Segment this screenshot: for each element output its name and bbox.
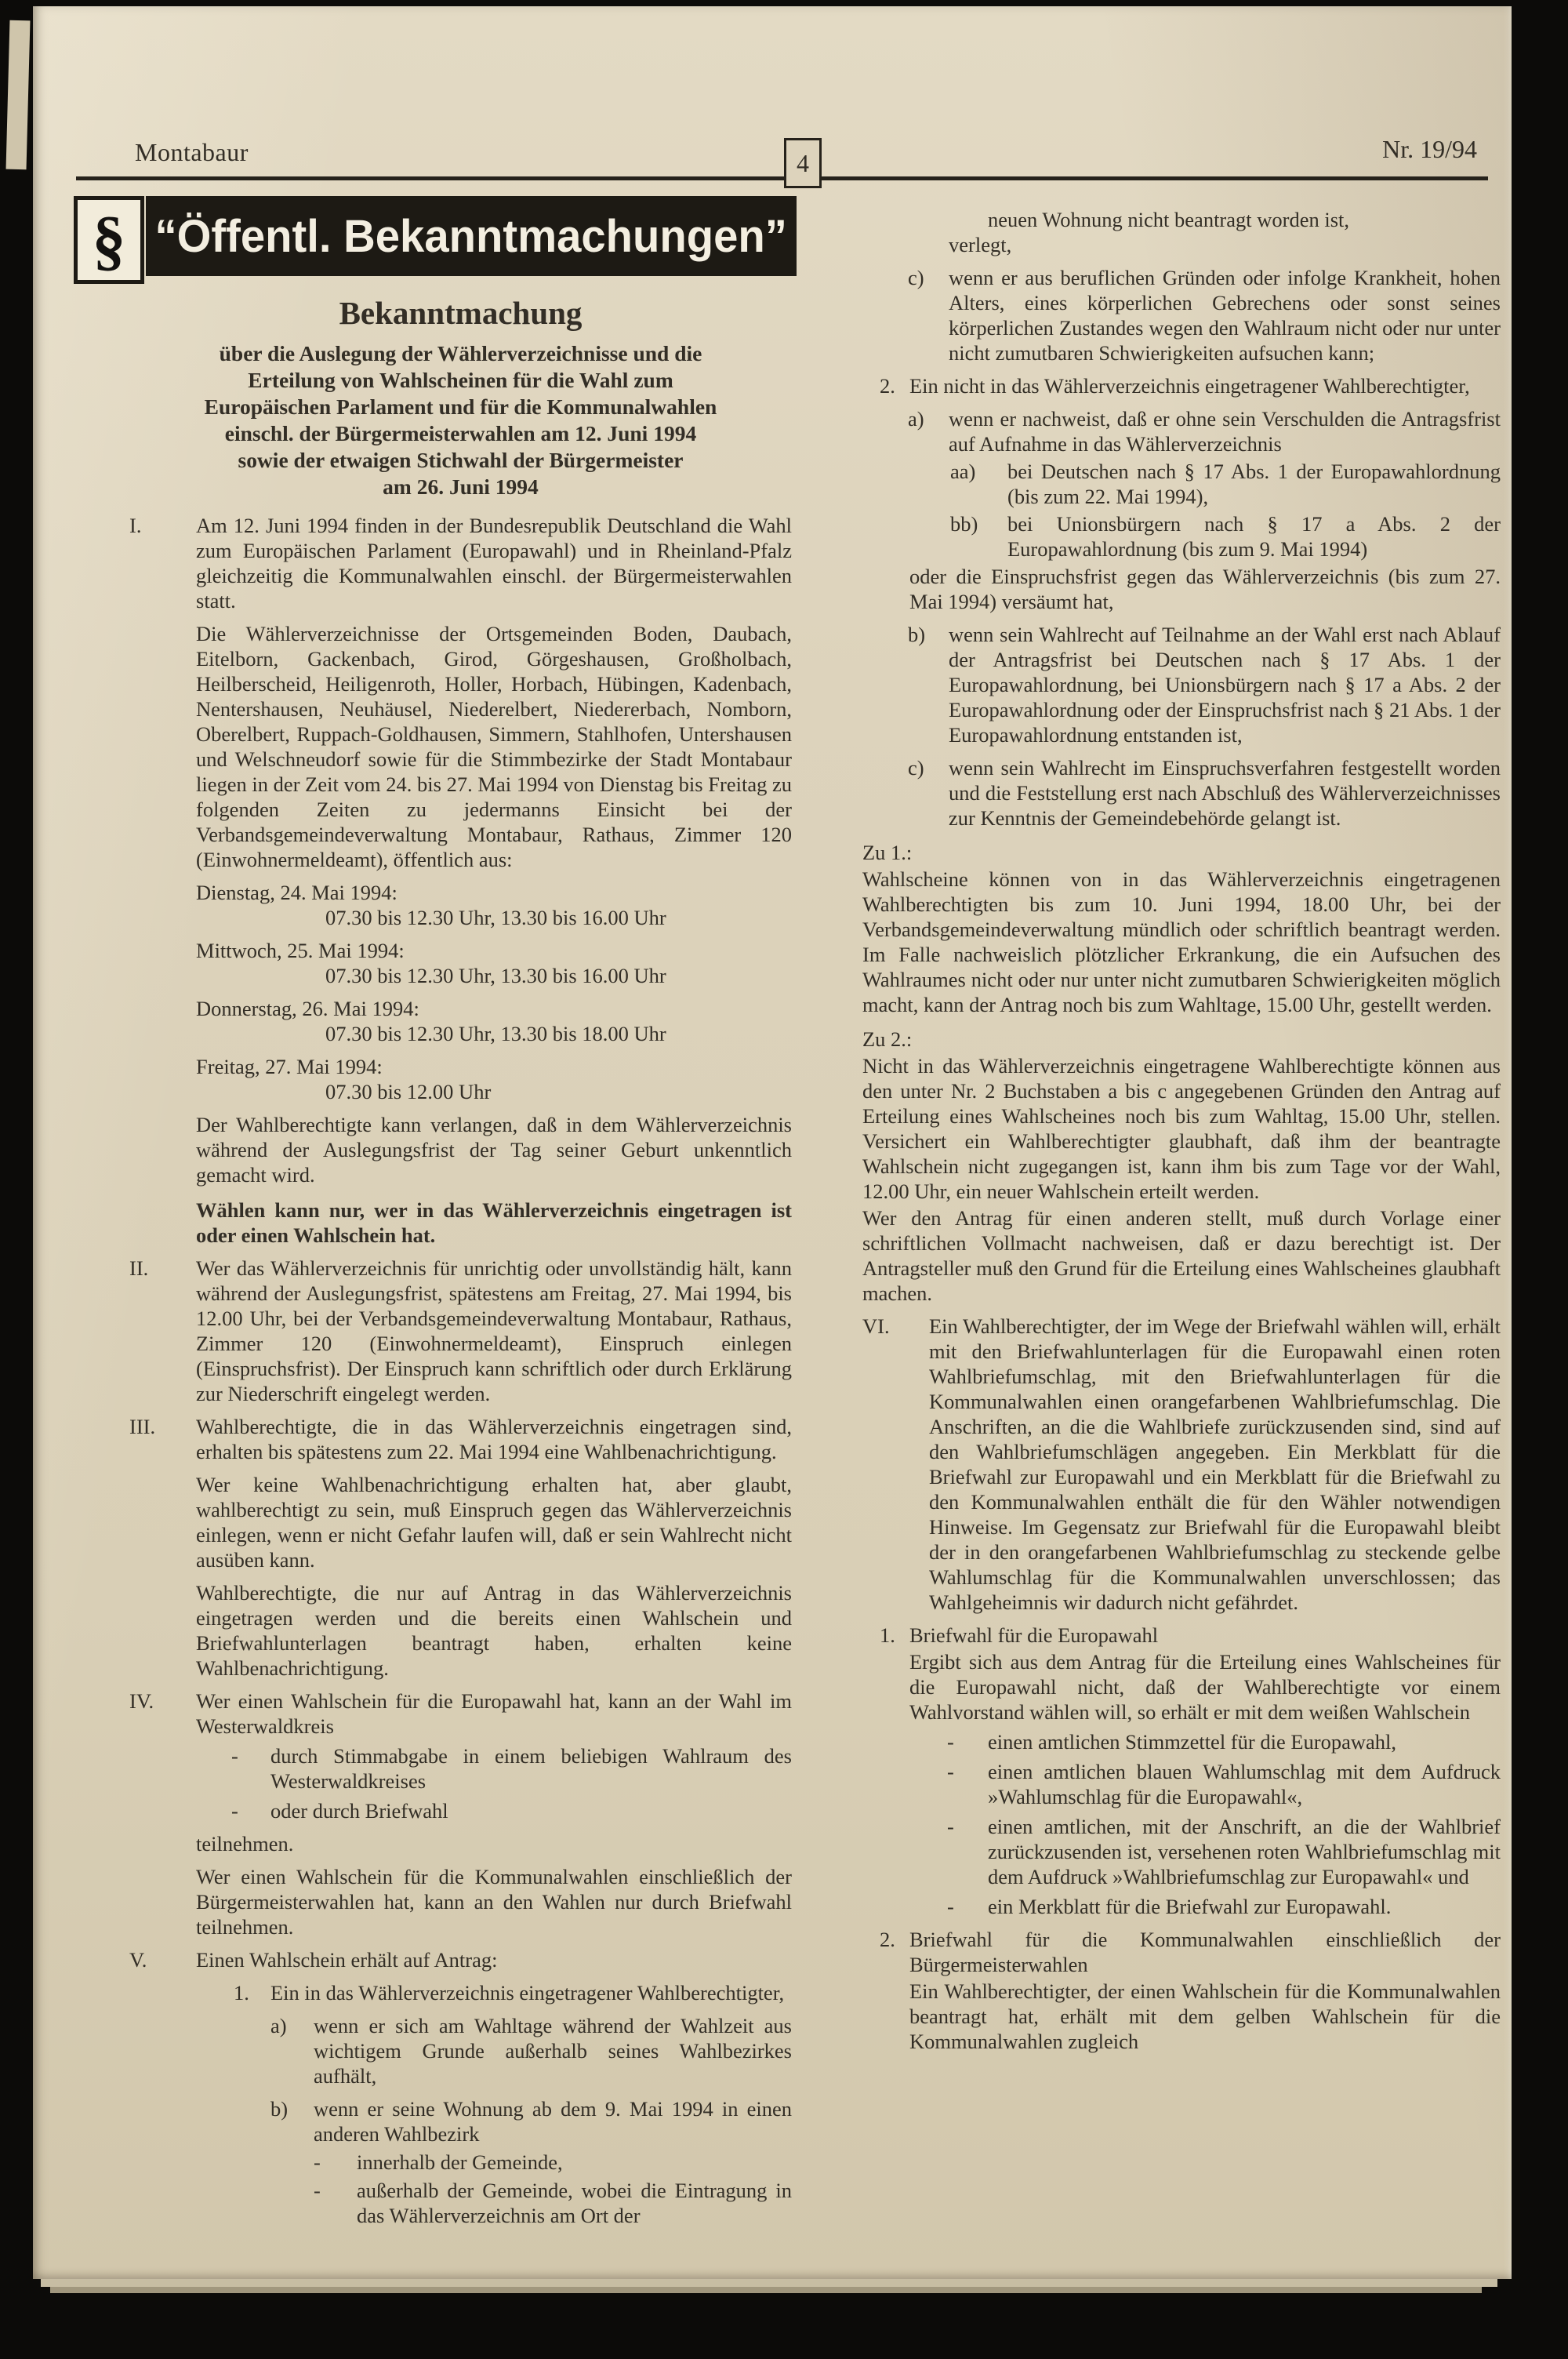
paragraph-text: Wahlscheine können von in das Wählerverzeichnis eingetragenen Wahlberechtigten bis zum 10. Juni 1994, 18.00 Uhr, bei der Verbandsgemeindeverwaltung mündlich oder schriftlich beantragt werden. Im Falle nachweislich plötzlicher Erkrankung, die ein Aufsuchen des Wahlraumes nicht oder nur unter nicht zumutbaren Schwierigkeiten möglich macht, kann der Antrag noch bis zum Wahltage, 15.00 Uhr, gestellt werden. (862, 867, 1501, 1016)
item-label: IV. (129, 1689, 154, 1713)
paragraph (862, 459, 1501, 509)
schedule-time: 07.30 bis 12.00 Uhr (325, 1080, 492, 1103)
paragraph-text: ein Merkblatt für die Briefwahl zur Europawahl. (988, 1895, 1392, 1918)
paragraph-text: durch Stimmabgabe in einem beliebigen Wahlraum des Westerwaldkreises (270, 1744, 792, 1793)
paragraph (196, 1112, 792, 1187)
paragraph-text: wenn sein Wahlrecht auf Teilnahme an der Wahl erst nach Ablauf der Antragsfrist bei Deutschen nach § 17 Abs. 1 der Europawahlordnung, bei Unionsbürgern nach § 17 a Abs. 2 der Europawahlordnung oder der Einspruchsfrist nach § 21 Abs. 1 der Europawahlordnung entstanden ist, (949, 623, 1501, 747)
item-label: - (314, 2150, 321, 2174)
paragraph (862, 1814, 1501, 1889)
item-label: V. (129, 1948, 147, 1972)
paragraph-text: Ein Wahlberechtigter, der im Wege der Briefwahl wählen will, erhält mit den Briefwahlunterlagen für die Europawahl einen roten Wahlbriefumschlag, mit den Briefwahlunterlagen für die Kommunalwahlen einen orangefarbenen Wahlbriefumschlag. Die Anschriften, an die die Wahlbriefe zurückzusenden sind, sind auf den Wahlbriefumschlägen angegeben. Ein Merkblatt für die Briefwahl zur Europawahl und ein Merkblatt für die Briefwahl zu den Kommunalwahlen enthält die für den Wähler notwendigen Hinweise. Im Gegensatz zur Briefwahl für die Europawahl bleibt der in den orangefarbenen Wahlbriefumschlag zu steckende gelbe Wahlumschlag für die Kommunalwahlen unverschlossen; das Wahlgeheimnis wir dadurch nicht gefährdet. (929, 1314, 1501, 1614)
paragraph-text: bei Unionsbürgern nach § 17 a Abs. 2 der Europawahlordnung (bis zum 9. Mai 1994) (1007, 512, 1501, 561)
scanned-newsletter-page (33, 6, 1512, 2279)
schedule-entry (196, 1054, 792, 1104)
paragraph-text: neuen Wohnung nicht beantragt worden ist, (988, 208, 1350, 231)
header-rule (76, 176, 1488, 180)
schedule-day: Dienstag, 24. Mai 1994: (196, 881, 397, 904)
item-label: - (314, 2179, 321, 2202)
paragraph (862, 1729, 1501, 1754)
left-column-body (129, 513, 792, 2228)
paragraph-text: bei Deutschen nach § 17 Abs. 1 der Europawahlordnung (bis zum 22. Mai 1994), (1007, 460, 1501, 508)
schedule-day: Freitag, 27. Mai 1994: (196, 1055, 383, 1078)
paragraph (862, 265, 1501, 365)
paragraph-text: Zu 2.: (862, 1027, 913, 1051)
paragraph-text: wenn sein Wahlrecht im Einspruchsverfahren festgestellt worden und die Feststellung erst nach Abschluß des Wählerverzeichnisses zur Kenntnis der Gemeindebehörde gelangt ist. (949, 756, 1501, 830)
item-label: a) (270, 2014, 287, 2037)
right-column (862, 194, 1501, 2054)
paragraph-text: wenn er aus beruflichen Gründen oder infolge Krankheit, hohen Alters, eines körperlichen Gebrechens oder sonst seines körperlichen Zustandes wegen den Wahlraum nicht oder nur unter nicht zumutbaren Schwierigkeiten aufsuchen kann; (949, 266, 1501, 365)
paragraph-text: wenn er nachweist, daß er ohne sein Verschulden die Antragsfrist auf Aufnahme in das Wählerverzeichnis (949, 407, 1501, 456)
paragraph-text: Ein in das Wählerverzeichnis eingetragener Wahlberechtigter, (270, 1981, 785, 2005)
paragraph-text: Ergibt sich aus dem Antrag für die Erteilung eines Wahlscheines für die Europawahl nicht, daß der Wahlberechtigte vor einem Wahlvorstand wählen will, so erhält er mit dem weißen Wahlschein (909, 1650, 1501, 1724)
schedule-entry (196, 996, 792, 1046)
paragraph-text: Briefwahl für die Kommunalwahlen einschließlich der Bürgermeisterwahlen (909, 1928, 1501, 1976)
item-label: c) (908, 756, 924, 780)
left-column (129, 289, 792, 2228)
paragraph-text: Am 12. Juni 1994 finden in der Bundesrepublik Deutschland die Wahl zum Europäischen Parlament (Europawahl) und in Rheinland-Pfalz gleichzeitig die Kommunalwahlen einschl. der Bürgermeisterwahlen statt. (196, 514, 792, 612)
paragraph-text: Wer keine Wahlbenachrichtigung erhalten hat, aber glaubt, wahlberechtigt zu sein, muß Einspruch gegen das Wählerverzeichnis einlegen, wenn er nicht Gefahr laufen will, daß er sein Wahlrecht nicht ausüben kann. (196, 1473, 792, 1572)
item-label: b) (270, 2097, 289, 2121)
paragraph (862, 1894, 1501, 1919)
paragraph-text: Ein nicht in das Wählerverzeichnis eingetragener Wahlberechtigter, (909, 374, 1470, 398)
paragraph (862, 755, 1501, 831)
item-label: bb) (950, 512, 978, 536)
item-label: III. (129, 1415, 156, 1438)
paragraph (129, 1947, 792, 1972)
paragraph (129, 1414, 792, 1464)
item-label: - (947, 1760, 954, 1783)
paragraph (862, 1623, 1501, 1648)
paragraph (862, 840, 1501, 865)
newsletter-place-name: Montabaur (135, 138, 249, 166)
paragraph-text: Wer den Antrag für einen anderen stellt, muß durch Vorlage einer schriftlichen Vollmacht nachweisen, daß er dazu berechtigt ist. Der Antragsteller muß den Grund für die Erteilung eines Wahlscheines glaubhaft machen. (862, 1206, 1501, 1305)
paragraph-text: wenn er seine Wohnung ab dem 9. Mai 1994 in einen anderen Wahlbezirk (314, 2097, 792, 2146)
paragraph-text: Zu 1.: (862, 841, 913, 864)
subtitle-line: Erteilung von Wahlscheinen für die Wahl zum (248, 368, 673, 392)
subtitle-line: über die Auslegung der Wählerverzeichnisse und die (219, 341, 702, 365)
paragraph-text: oder die Einspruchsfrist gegen das Wählerverzeichnis (bis zum 27. Mai 1994) versäumt hat, (909, 565, 1501, 613)
paragraph (196, 1864, 792, 1939)
paragraph (862, 1759, 1501, 1809)
item-label: - (231, 1744, 238, 1768)
paragraph (862, 1027, 1501, 1052)
paragraph-text: einen amtlichen Stimmzettel für die Europawahl, (988, 1730, 1396, 1754)
paragraph (862, 1314, 1501, 1615)
paragraph (909, 564, 1501, 614)
paragraph-text: außerhalb der Gemeinde, wobei die Eintragung in das Wählerverzeichnis am Ort der (357, 2179, 792, 2227)
paragraph-text: Ein Wahlberechtigter, der einen Wahlschein für die Kommunalwahlen beantragt hat, erhält mit dem gelben Wahlschein für die Kommunalwahlen zugleich (909, 1979, 1501, 2053)
paragraph (129, 513, 792, 613)
right-column-body (862, 207, 1501, 2054)
paragraph (129, 2096, 792, 2146)
paragraph-text: Wer einen Wahlschein für die Europawahl hat, kann an der Wahl im Westerwaldkreis (196, 1689, 792, 1738)
paragraph-text: einen amtlichen, mit der Anschrift, an die der Wahlbrief zurückzusenden ist, versehenen roten Wahlbriefumschlag mit dem Aufdruck »Wahlbriefumschlag zur Europawahl« und (988, 1815, 1501, 1888)
item-label: a) (908, 407, 924, 431)
paragraph (988, 207, 1501, 232)
schedule-day: Donnerstag, 26. Mai 1994: (196, 997, 419, 1020)
item-label: 2. (880, 374, 895, 398)
item-label: - (947, 1895, 954, 1918)
paragraph (862, 1053, 1501, 1204)
page-stack-edge-top-left (6, 20, 31, 170)
paragraph-text: einen amtlichen blauen Wahlumschlag mit dem Aufdruck »Wahlumschlag für die Europawahl«, (988, 1760, 1501, 1808)
paragraph-text: Einen Wahlschein erhält auf Antrag: (196, 1948, 498, 1972)
item-label: VI. (862, 1314, 890, 1338)
item-label: - (947, 1815, 954, 1838)
paragraph (196, 621, 792, 872)
item-label: - (947, 1730, 954, 1754)
paragraph (129, 2178, 792, 2228)
paragraph-text: Die Wählerverzeichnisse der Ortsgemeinden Boden, Daubach, Eitelborn, Gackenbach, Girod, Görgeshausen, Großholbach, Heilberscheid, Heiligenroth, Holler, Horbach, Hübingen, Kadenbach, Nentershausen, Neuhäusel, Niederelbert, Niedererbach, Nomborn, Oberelbert, Ruppach-Goldhausen, Simmern, Stahlhofen, Untershausen und Welschneudorf sowie für die Stimmbezirke der Stadt Montabaur liegen in der Zeit vom 24. bis 27. Mai 1994 von Dienstag bis Freitag zu folgenden Zeiten zu jedermanns Einsicht bei der Verbandsgemeindeverwaltung Montabaur, Rathaus, Zimmer 120 (Einwohnermeldeamt), öffentlich aus: (196, 622, 792, 871)
page-stack-edge-bottom-1 (41, 2279, 1497, 2287)
subtitle-line: Europäischen Parlament und für die Kommunalwahlen (204, 394, 717, 419)
paragraph (862, 511, 1501, 562)
paragraph (196, 1472, 792, 1572)
item-label: 2. (880, 1928, 895, 1951)
paragraph-text: innerhalb der Gemeinde, (357, 2150, 563, 2174)
item-label: c) (908, 266, 924, 289)
item-label: 1. (234, 1981, 249, 2005)
item-label: 1. (880, 1623, 895, 1647)
paragraph-text: Wahlberechtigte, die in das Wählerverzeichnis eingetragen sind, erhalten bis spätestens zum 22. Mai 1994 eine Wahlbenachrichtigung. (196, 1415, 792, 1463)
page-number-box: 4 (784, 138, 822, 188)
paragraph-text: teilnehmen. (196, 1832, 294, 1856)
paragraph-text: oder durch Briefwahl (270, 1799, 448, 1823)
paragraph (909, 1649, 1501, 1725)
paragraph (862, 406, 1501, 456)
schedule-time: 07.30 bis 12.30 Uhr, 13.30 bis 16.00 Uhr (325, 906, 666, 929)
paragraph (129, 1798, 792, 1823)
paragraph-text: Wählen kann nur, wer in das Wählerverzeichnis eingetragen ist oder einen Wahlschein hat. (196, 1198, 792, 1247)
paragraph (909, 1979, 1501, 2054)
paragraph-text: Wer einen Wahlschein für die Kommunalwahlen einschließlich der Bürgermeisterwahlen hat, kann an den Wahlen nur durch Briefwahl teilnehmen. (196, 1865, 792, 1939)
paragraph (949, 232, 1501, 257)
paragraph (196, 1198, 792, 1248)
paragraph-text: Der Wahlberechtigte kann verlangen, daß in dem Wählerverzeichnis während der Auslegungsfrist der Tag seiner Geburt unkenntlich gemacht wird. (196, 1113, 792, 1187)
schedule-day: Mittwoch, 25. Mai 1994: (196, 939, 405, 962)
paragraph-text: verlegt, (949, 233, 1012, 256)
paragraph-text: wenn er sich am Wahltage während der Wahlzeit aus wichtigem Grunde außerhalb seines Wahlbezirkes aufhält, (314, 2014, 792, 2088)
item-label: aa) (950, 460, 976, 483)
schedule-entry (196, 938, 792, 988)
paragraph (196, 1580, 792, 1681)
schedule-time: 07.30 bis 12.30 Uhr, 13.30 bis 18.00 Uhr (325, 1022, 666, 1045)
paragraph (862, 867, 1501, 1017)
schedule-time: 07.30 bis 12.30 Uhr, 13.30 bis 16.00 Uhr (325, 964, 666, 987)
item-label: I. (129, 514, 142, 537)
paragraph (129, 1256, 792, 1406)
paragraph-text: Nicht in das Wählerverzeichnis eingetragene Wahlberechtigte können aus den unter Nr. 2 Buchstaben a bis c angegebenen Gründen den Antrag auf Erteilung eines Wahlscheines noch bis zum Wahltag, 15.00 Uhr, stellen. Versichert ein Wahlberechtigter glaubhaft, daß ihm der beantragte Wahlschein nicht zugegangen ist, kann ihm bis zum Tage vor der Wahl, 12.00 Uhr, ein neuer Wahlschein erteilt werden. (862, 1054, 1501, 1203)
paragraph (129, 1743, 792, 1794)
paragraph (862, 1927, 1501, 1977)
subtitle-line: sowie der etwaigen Stichwahl der Bürgermeister (238, 448, 684, 472)
announcement-title: Bekanntmachung (339, 295, 583, 331)
announcement-subtitle (129, 340, 792, 500)
paragraph (862, 373, 1501, 398)
paragraph (196, 1831, 792, 1856)
subtitle-line: einschl. der Bürgermeisterwahlen am 12. Juni 1994 (224, 421, 697, 445)
subtitle-line: am 26. Juni 1994 (383, 474, 539, 499)
paragraph-text: Briefwahl für die Europawahl (909, 1623, 1159, 1647)
item-label: - (231, 1799, 238, 1823)
page-stack-edge-bottom-2 (50, 2287, 1482, 2293)
item-label: II. (129, 1256, 149, 1280)
paragraph (129, 2150, 792, 2175)
schedule-entry (196, 880, 792, 930)
paragraph (129, 2013, 792, 2088)
paragraph-text: Wahlberechtigte, die nur auf Antrag in das Wählerverzeichnis eingetragen werden und die bereits einen Wahlschein und Briefwahlunterlagen beantragt haben, erhalten keine Wahlbenachrichtigung. (196, 1581, 792, 1680)
public-announcements-banner (146, 196, 797, 276)
paragraph (129, 1980, 792, 2005)
banner-title: “Öffentl. Bekanntmachungen” (154, 210, 788, 262)
paragraph-text: Wer das Wählerverzeichnis für unrichtig oder unvollständig hält, kann während der Auslegungsfrist, spätestens am Freitag, 27. Mai 1994, bis 12.00 Uhr, bei der Verbandsgemeindeverwaltung Montabaur, Rathaus, Zimmer 120 (Einwohnermeldeamt), Einspruch einlegen (Einspruchsfrist). Der Einspruch kann schriftlich oder durch Erklärung zur Niederschrift eingelegt werden. (196, 1256, 792, 1405)
issue-number: Nr. 19/94 (1382, 135, 1477, 163)
paragraph (862, 622, 1501, 747)
paragraph (862, 1205, 1501, 1306)
item-label: b) (908, 623, 926, 646)
paragraph (129, 1688, 792, 1739)
section-sign-icon: § (74, 196, 144, 284)
